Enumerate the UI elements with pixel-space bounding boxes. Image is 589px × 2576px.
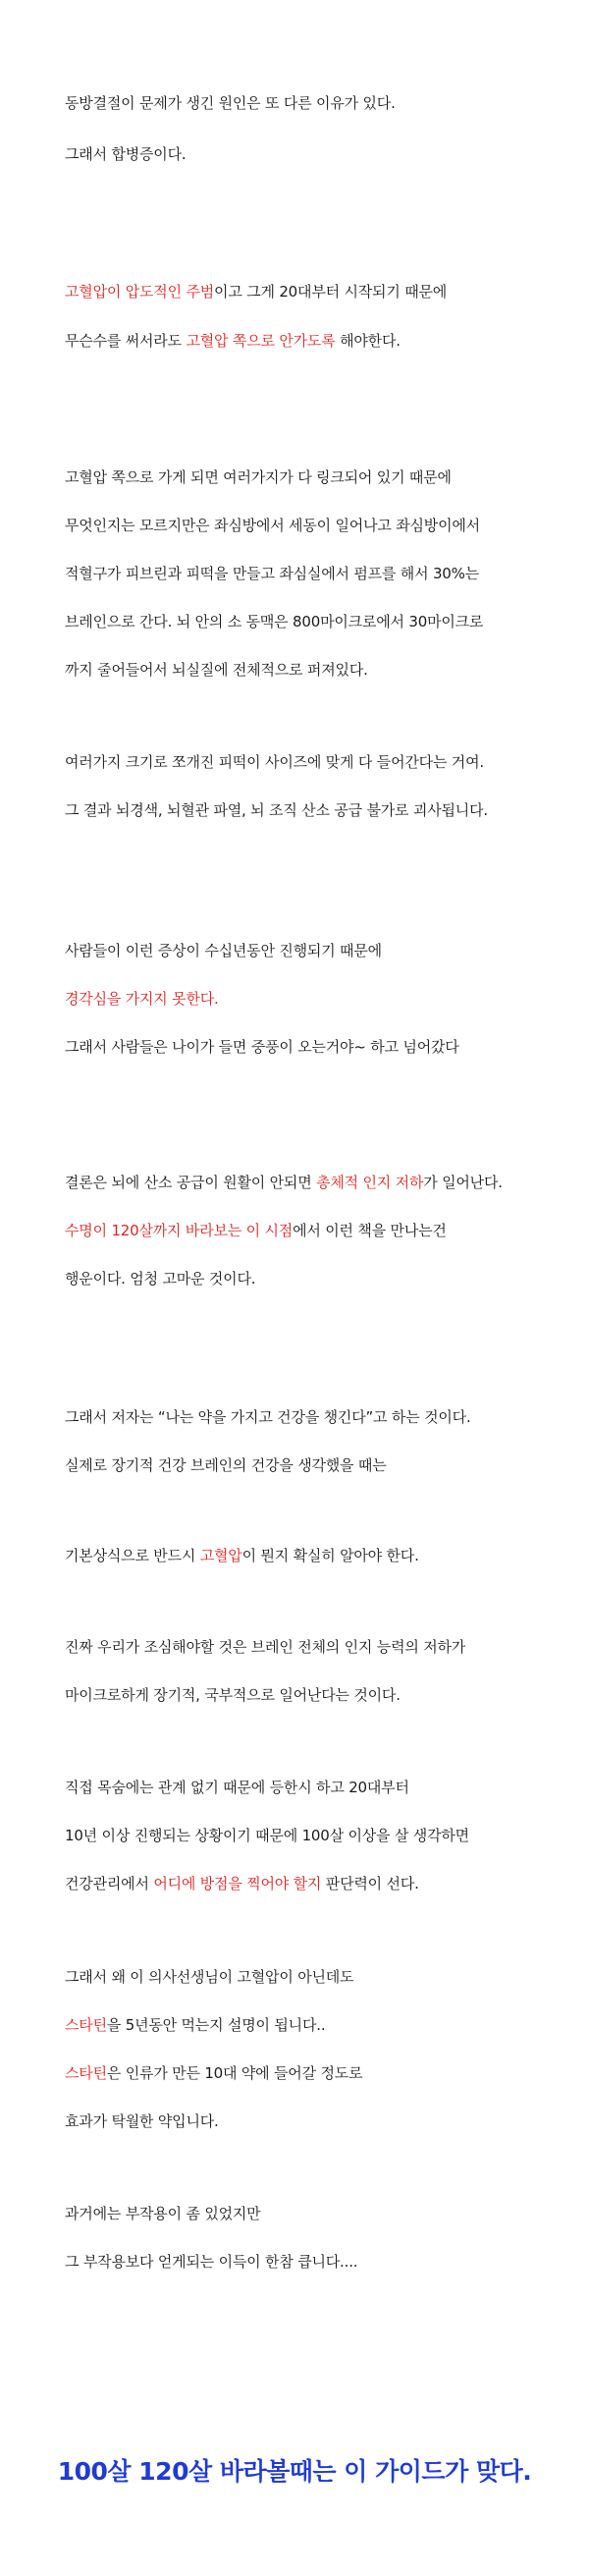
text-line — [65, 467, 452, 487]
text: 무엇인지는 모르지만은 좌심방에서 세동이 일어나고 좌심방이에서 — [65, 517, 480, 534]
text: 그 부작용보다 얻게되는 이득이 한참 큽니다.... — [65, 2253, 358, 2271]
text-line — [65, 144, 186, 164]
text: 그래서 사람들은 나이가 들면 중풍이 오는거야~ 하고 넘어갔다 — [65, 1038, 459, 1056]
text-line — [65, 800, 488, 820]
text: 여러가지 크기로 쪼개진 피떡이 사이즈에 맞게 다 들어간다는 거여. — [65, 753, 484, 771]
text: 그래서 왜 이 의사선생님이 고혈압이 아닌데도 — [65, 1968, 354, 1986]
text-line — [65, 989, 219, 1009]
highlight-text: 고혈압이 압도적인 주범 — [65, 283, 215, 301]
highlight-text: 경각심을 가지지 못한다. — [65, 990, 219, 1008]
highlight-text: 총체적 인지 저하 — [316, 1174, 424, 1191]
text: 그래서 저자는 “나는 약을 가지고 건강을 챙긴다”고 하는 것이다. — [65, 1408, 471, 1426]
highlight-text: 수명이 120살까지 바라보는 이 시점 — [65, 1222, 294, 1239]
text: 직접 목숨에는 관계 없기 때문에 등한시 하고 20대부터 — [65, 1779, 409, 1796]
text-line — [65, 1637, 465, 1657]
text: 그래서 합병증이다. — [65, 145, 187, 163]
text: 진짜 우리가 조심해야할 것은 브레인 전체의 인지 능력의 저하가 — [65, 1638, 466, 1656]
text: 사람들이 이런 증상이 수십년동안 진행되기 때문에 — [65, 942, 382, 959]
text: 효과가 탁월한 약입니다. — [65, 2112, 219, 2130]
text-line — [65, 660, 368, 680]
text-line — [65, 282, 447, 301]
text: 결론은 뇌에 산소 공급이 원활이 안되면 — [65, 1174, 317, 1191]
text-line — [65, 1455, 387, 1475]
text: 마이크로하게 장기적, 국부적으로 일어난다는 것이다. — [65, 1686, 401, 1704]
text-line — [65, 2252, 357, 2272]
text-line — [65, 1037, 459, 1057]
text: 이고 그게 20대부터 시작되기 때문에 — [214, 283, 448, 301]
highlight-text: 고혈압 — [199, 1547, 242, 1564]
text: 적혈구가 피브린과 피떡을 만들고 좌심실에서 펌프를 해서 30%는 — [65, 565, 479, 582]
text: 브레인으로 간다. 뇌 안의 소 동맥은 800마이크로에서 30마이크로 — [65, 613, 484, 630]
text: 행운이다. 엄청 고마운 것이다. — [65, 1270, 256, 1288]
text-line — [65, 1874, 419, 1893]
text-line — [65, 2111, 219, 2131]
text-line — [65, 1173, 503, 1192]
text: 기본상식으로 반드시 — [65, 1547, 200, 1564]
text-line — [65, 1685, 401, 1705]
text-line — [65, 1778, 409, 1797]
text-line — [65, 1967, 353, 1987]
text: 건강관리에서 — [65, 1875, 154, 1892]
text-line — [65, 941, 382, 960]
text: 실제로 장기적 건강 브레인의 건강을 생각했을 때는 — [65, 1456, 387, 1474]
text: 과거에는 부작용이 좀 있었지만 — [65, 2205, 261, 2222]
text-line — [65, 752, 484, 772]
text-line — [65, 2204, 260, 2223]
highlight-text: 고혈압 쪽으로 안가도록 — [186, 332, 336, 350]
text: 10년 이상 진행되는 상황이기 때문에 100살 이상을 살 생각하면 — [65, 1827, 469, 1844]
text-line — [65, 1826, 469, 1845]
highlight-text: 어디에 방점을 찍어야 할지 — [153, 1875, 322, 1892]
text: 해야한다. — [335, 332, 401, 350]
text: 무슨수를 써서라도 — [65, 332, 187, 350]
text: 그 결과 뇌경색, 뇌혈관 파열, 뇌 조직 산소 공급 불가로 괴사됩니다. — [65, 801, 488, 819]
text: 가 일어난다. — [423, 1174, 503, 1191]
text: 을 5년동안 먹는지 설명이 됩니다.. — [106, 2016, 326, 2034]
text-line — [65, 516, 480, 535]
text: 까지 줄어들어서 뇌실질에 전체적으로 퍼져있다. — [65, 661, 368, 679]
text-line — [65, 1407, 471, 1427]
text-line — [65, 93, 396, 113]
text: 은 인류가 만든 10대 약에 들어갈 정도로 — [106, 2064, 363, 2082]
text: 고혈압 쪽으로 가게 되면 여러가지가 다 링크되어 있기 때문에 — [65, 468, 452, 486]
text: 이 뭔지 확실히 알아야 한다. — [241, 1547, 419, 1564]
text: 동방결절이 문제가 생긴 원인은 또 다른 이유가 있다. — [65, 94, 396, 112]
highlight-text: 스타틴 — [65, 2016, 107, 2034]
text-line — [65, 331, 401, 351]
highlight-text: 스타틴 — [65, 2064, 107, 2082]
text-line — [65, 1221, 447, 1240]
text-line — [65, 1269, 255, 1288]
text: 에서 이런 책을 만나는건 — [293, 1222, 447, 1239]
text-line — [65, 564, 479, 583]
text-line — [65, 1546, 419, 1565]
text-line — [65, 2063, 362, 2083]
text-line — [65, 612, 483, 631]
closing-statement: 100살 120살 바라볼때는 이 가이드가 맞다. — [57, 2457, 532, 2486]
text: 판단력이 선다. — [321, 1875, 419, 1892]
text-line — [65, 2015, 325, 2035]
